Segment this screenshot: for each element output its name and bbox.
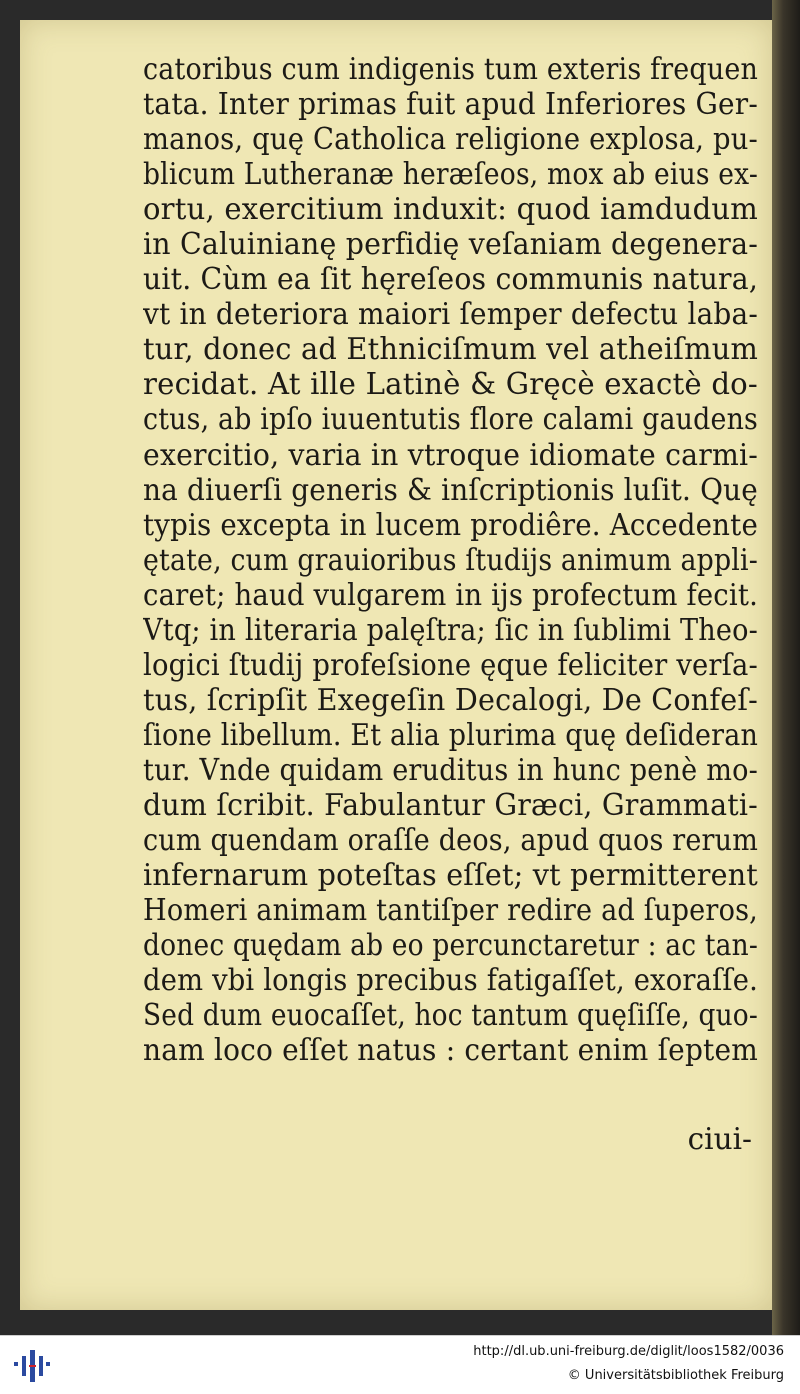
text-line: typis excepta in lucem prodiêre. Accedente: [143, 507, 758, 542]
text-line: exercitio, varia in vtroque idiomate carmi-: [143, 437, 758, 472]
text-line: dem vbi longis precibus fatigaſſet, exoraſſe.: [143, 963, 758, 998]
text-line: ctus, ab ipſo iuuentutis flore calami gaudens: [143, 402, 758, 437]
text-line: nam loco eſſet natus : certant enim ſeptem: [143, 1033, 758, 1068]
text-line: tus, ſcripſit Exegeſin Decalogi, De Confeſ-: [143, 682, 758, 717]
text-line: dum ſcribit. Fabulantur Græci, Grammati-: [143, 787, 758, 822]
text-line: logici ſtudij profeſsione ęque feliciter verſa-: [143, 647, 758, 682]
page-text: [143, 52, 758, 1068]
text-line: infernarum poteſtas eſſet; vt permitterent: [143, 858, 758, 893]
text-line: ortu, exercitium induxit: quod iamdudum: [143, 192, 758, 227]
library-logo-icon: [12, 1348, 52, 1384]
text-line: manos, quę Catholica religione explosa, pu-: [143, 122, 758, 157]
text-line: Vtq; in literaria palęſtra; ſic in ſublimi Theo-: [143, 612, 758, 647]
text-line: ſione libellum. Et alia plurima quę deſideran: [143, 717, 758, 752]
text-line: donec quędam ab eo percunctaretur : ac tan-: [143, 928, 758, 963]
text-line: caret; haud vulgarem in ijs profectum fecit.: [143, 577, 758, 612]
text-line: na diuerſi generis & inſcriptionis luſit. Quę: [143, 472, 758, 507]
text-line: tur. Vnde quidam eruditus in hunc penè mo-: [143, 752, 758, 787]
text-line: cum quendam oraſſe deos, apud quos rerum: [143, 823, 758, 858]
text-line: Sed dum euocaſſet, hoc tantum quęſiſſe, quo-: [143, 998, 758, 1033]
book-spine: [772, 0, 800, 1335]
text-line: catoribus cum indigenis tum exteris frequen: [143, 52, 758, 86]
viewer-footer: [0, 1335, 800, 1394]
catchword: ciui-: [687, 1122, 752, 1156]
text-line: tata. Inter primas fuit apud Inferiores Ger-: [143, 87, 758, 122]
copyright-notice: © Universitätsbibliothek Freiburg: [567, 1368, 784, 1383]
text-line: Homeri animam tantiſper redire ad ſuperos,: [143, 893, 758, 928]
text-line: vt in deteriora maiori ſemper defectu laba-: [143, 297, 758, 332]
permalink[interactable]: http://dl.ub.uni-freiburg.de/diglit/loos1582/0036: [473, 1344, 784, 1359]
text-line: in Caluinianę perfidię veſaniam degenera-: [143, 227, 758, 262]
text-line: blicum Lutheranæ heræſeos, mox ab eius ex-: [143, 157, 758, 192]
text-line: recidat. At ille Latinè & Gręcè exactè do-: [143, 367, 758, 402]
text-line: tur, donec ad Ethniciſmum vel atheiſmum: [143, 332, 758, 367]
text-line: uit. Cùm ea ſit hęreſeos communis natura,: [143, 262, 758, 297]
text-line: ętate, cum grauioribus ſtudijs animum appli-: [143, 542, 758, 577]
